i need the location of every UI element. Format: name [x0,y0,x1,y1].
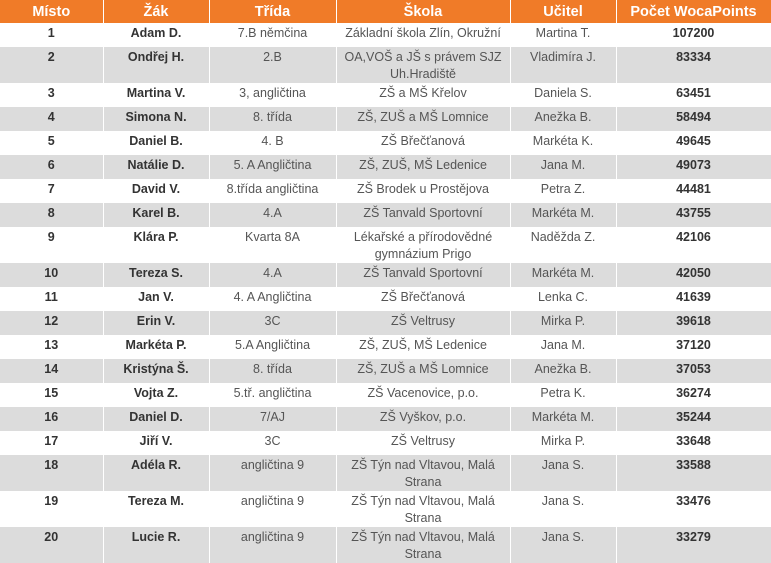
points-cell: 39618 [616,311,771,335]
class-cell: 5. A Angličtina [209,155,336,179]
student-cell: Martina V. [103,83,209,107]
school-cell: Lékařské a přírodovědné gymnázium Prigo [336,227,510,263]
points-cell: 42106 [616,227,771,263]
class-cell: 2.B [209,47,336,83]
class-cell: 7/AJ [209,407,336,431]
teacher-cell: Jana S. [510,491,616,527]
teacher-cell: Jana M. [510,155,616,179]
teacher-cell: Jana S. [510,455,616,491]
table-row [0,263,771,287]
school-cell: ZŠ Týn nad Vltavou, Malá Strana [336,491,510,527]
class-cell: angličtina 9 [209,455,336,491]
table-row [0,47,771,83]
class-cell: 3, angličtina [209,83,336,107]
teacher-cell: Mirka P. [510,431,616,455]
school-cell: ZŠ a MŠ Křelov [336,83,510,107]
class-cell: 3C [209,311,336,335]
place-cell: 11 [0,287,103,311]
school-cell: ZŠ Tanvald Sportovní [336,263,510,287]
student-cell: Daniel B. [103,131,209,155]
place-cell: 20 [0,527,103,563]
place-cell: 10 [0,263,103,287]
school-cell: ZŠ Břečťanová [336,131,510,155]
place-cell: 14 [0,359,103,383]
teacher-cell: Jana S. [510,527,616,563]
school-cell: ZŠ Brodek u Prostějova [336,179,510,203]
points-cell: 35244 [616,407,771,431]
header-student: Žák [103,0,209,23]
table-row [0,455,771,491]
table-row [0,131,771,155]
school-cell: ZŠ Veltrusy [336,311,510,335]
points-cell: 43755 [616,203,771,227]
student-cell: Jiří V. [103,431,209,455]
teacher-cell: Markéta K. [510,131,616,155]
place-cell: 18 [0,455,103,491]
student-cell: David V. [103,179,209,203]
table-row [0,407,771,431]
table-row [0,287,771,311]
class-cell: Kvarta 8A [209,227,336,263]
place-cell: 15 [0,383,103,407]
school-cell: ZŠ, ZUŠ, MŠ Ledenice [336,335,510,359]
student-cell: Vojta Z. [103,383,209,407]
teacher-cell: Daniela S. [510,83,616,107]
class-cell: 4. B [209,131,336,155]
school-cell: ZŠ Týn nad Vltavou, Malá Strana [336,527,510,563]
place-cell: 8 [0,203,103,227]
header-teacher: Učitel [510,0,616,23]
points-cell: 33648 [616,431,771,455]
student-cell: Lucie R. [103,527,209,563]
class-cell: angličtina 9 [209,527,336,563]
place-cell: 13 [0,335,103,359]
points-cell: 58494 [616,107,771,131]
class-cell: angličtina 9 [209,491,336,527]
teacher-cell: Petra Z. [510,179,616,203]
table-row [0,83,771,107]
teacher-cell: Petra K. [510,383,616,407]
place-cell: 1 [0,23,103,47]
class-cell: 5.tř. angličtina [209,383,336,407]
student-cell: Simona N. [103,107,209,131]
place-cell: 16 [0,407,103,431]
table-row [0,311,771,335]
table-row [0,431,771,455]
points-cell: 107200 [616,23,771,47]
school-cell: ZŠ, ZUŠ, MŠ Ledenice [336,155,510,179]
student-cell: Karel B. [103,203,209,227]
table-row [0,107,771,131]
student-cell: Adéla R. [103,455,209,491]
student-cell: Markéta P. [103,335,209,359]
teacher-cell: Mirka P. [510,311,616,335]
teacher-cell: Markéta M. [510,263,616,287]
header-row [0,0,771,23]
student-cell: Klára P. [103,227,209,263]
class-cell: 8. třída [209,359,336,383]
points-cell: 41639 [616,287,771,311]
school-cell: ZŠ Týn nad Vltavou, Malá Strana [336,455,510,491]
points-cell: 37053 [616,359,771,383]
teacher-cell: Lenka C. [510,287,616,311]
teacher-cell: Anežka B. [510,359,616,383]
teacher-cell: Vladimíra J. [510,47,616,83]
place-cell: 19 [0,491,103,527]
school-cell: ZŠ Vyškov, p.o. [336,407,510,431]
school-cell: ZŠ Břečťanová [336,287,510,311]
points-cell: 63451 [616,83,771,107]
student-cell: Jan V. [103,287,209,311]
place-cell: 6 [0,155,103,179]
table-row [0,179,771,203]
school-cell: ZŠ, ZUŠ a MŠ Lomnice [336,107,510,131]
table-row [0,227,771,263]
school-cell: Základní škola Zlín, Okružní [336,23,510,47]
school-cell: ZŠ, ZUŠ a MŠ Lomnice [336,359,510,383]
table-row [0,491,771,527]
teacher-cell: Jana M. [510,335,616,359]
place-cell: 7 [0,179,103,203]
points-cell: 33279 [616,527,771,563]
table-row [0,23,771,47]
teacher-cell: Anežka B. [510,107,616,131]
points-cell: 37120 [616,335,771,359]
student-cell: Ondřej H. [103,47,209,83]
class-cell: 7.B němčina [209,23,336,47]
points-cell: 44481 [616,179,771,203]
teacher-cell: Martina T. [510,23,616,47]
school-cell: ZŠ Veltrusy [336,431,510,455]
school-cell: ZŠ Vacenovice, p.o. [336,383,510,407]
class-cell: 8. třída [209,107,336,131]
student-cell: Daniel D. [103,407,209,431]
place-cell: 2 [0,47,103,83]
teacher-cell: Markéta M. [510,407,616,431]
class-cell: 4. A Angličtina [209,287,336,311]
place-cell: 12 [0,311,103,335]
school-cell: OA,VOŠ a JŠ s právem SJZ Uh.Hradiště [336,47,510,83]
class-cell: 3C [209,431,336,455]
header-school: Škola [336,0,510,23]
points-cell: 33588 [616,455,771,491]
points-cell: 49073 [616,155,771,179]
class-cell: 8.třída angličtina [209,179,336,203]
place-cell: 9 [0,227,103,263]
header-class: Třída [209,0,336,23]
header-points: Počet WocaPoints [616,0,771,23]
student-cell: Adam D. [103,23,209,47]
place-cell: 4 [0,107,103,131]
points-cell: 42050 [616,263,771,287]
table-row [0,203,771,227]
place-cell: 3 [0,83,103,107]
teacher-cell: Naděžda Z. [510,227,616,263]
place-cell: 5 [0,131,103,155]
table-row [0,527,771,563]
points-cell: 36274 [616,383,771,407]
table-row [0,383,771,407]
student-cell: Natálie D. [103,155,209,179]
student-cell: Tereza M. [103,491,209,527]
school-cell: ZŠ Tanvald Sportovní [336,203,510,227]
student-cell: Erin V. [103,311,209,335]
class-cell: 4.A [209,263,336,287]
student-cell: Kristýna Š. [103,359,209,383]
teacher-cell: Markéta M. [510,203,616,227]
table-row [0,359,771,383]
student-cell: Tereza S. [103,263,209,287]
table-row [0,155,771,179]
class-cell: 4.A [209,203,336,227]
class-cell: 5.A Angličtina [209,335,336,359]
place-cell: 17 [0,431,103,455]
points-cell: 33476 [616,491,771,527]
header-place: Místo [0,0,103,23]
points-cell: 49645 [616,131,771,155]
points-cell: 83334 [616,47,771,83]
table-row [0,335,771,359]
